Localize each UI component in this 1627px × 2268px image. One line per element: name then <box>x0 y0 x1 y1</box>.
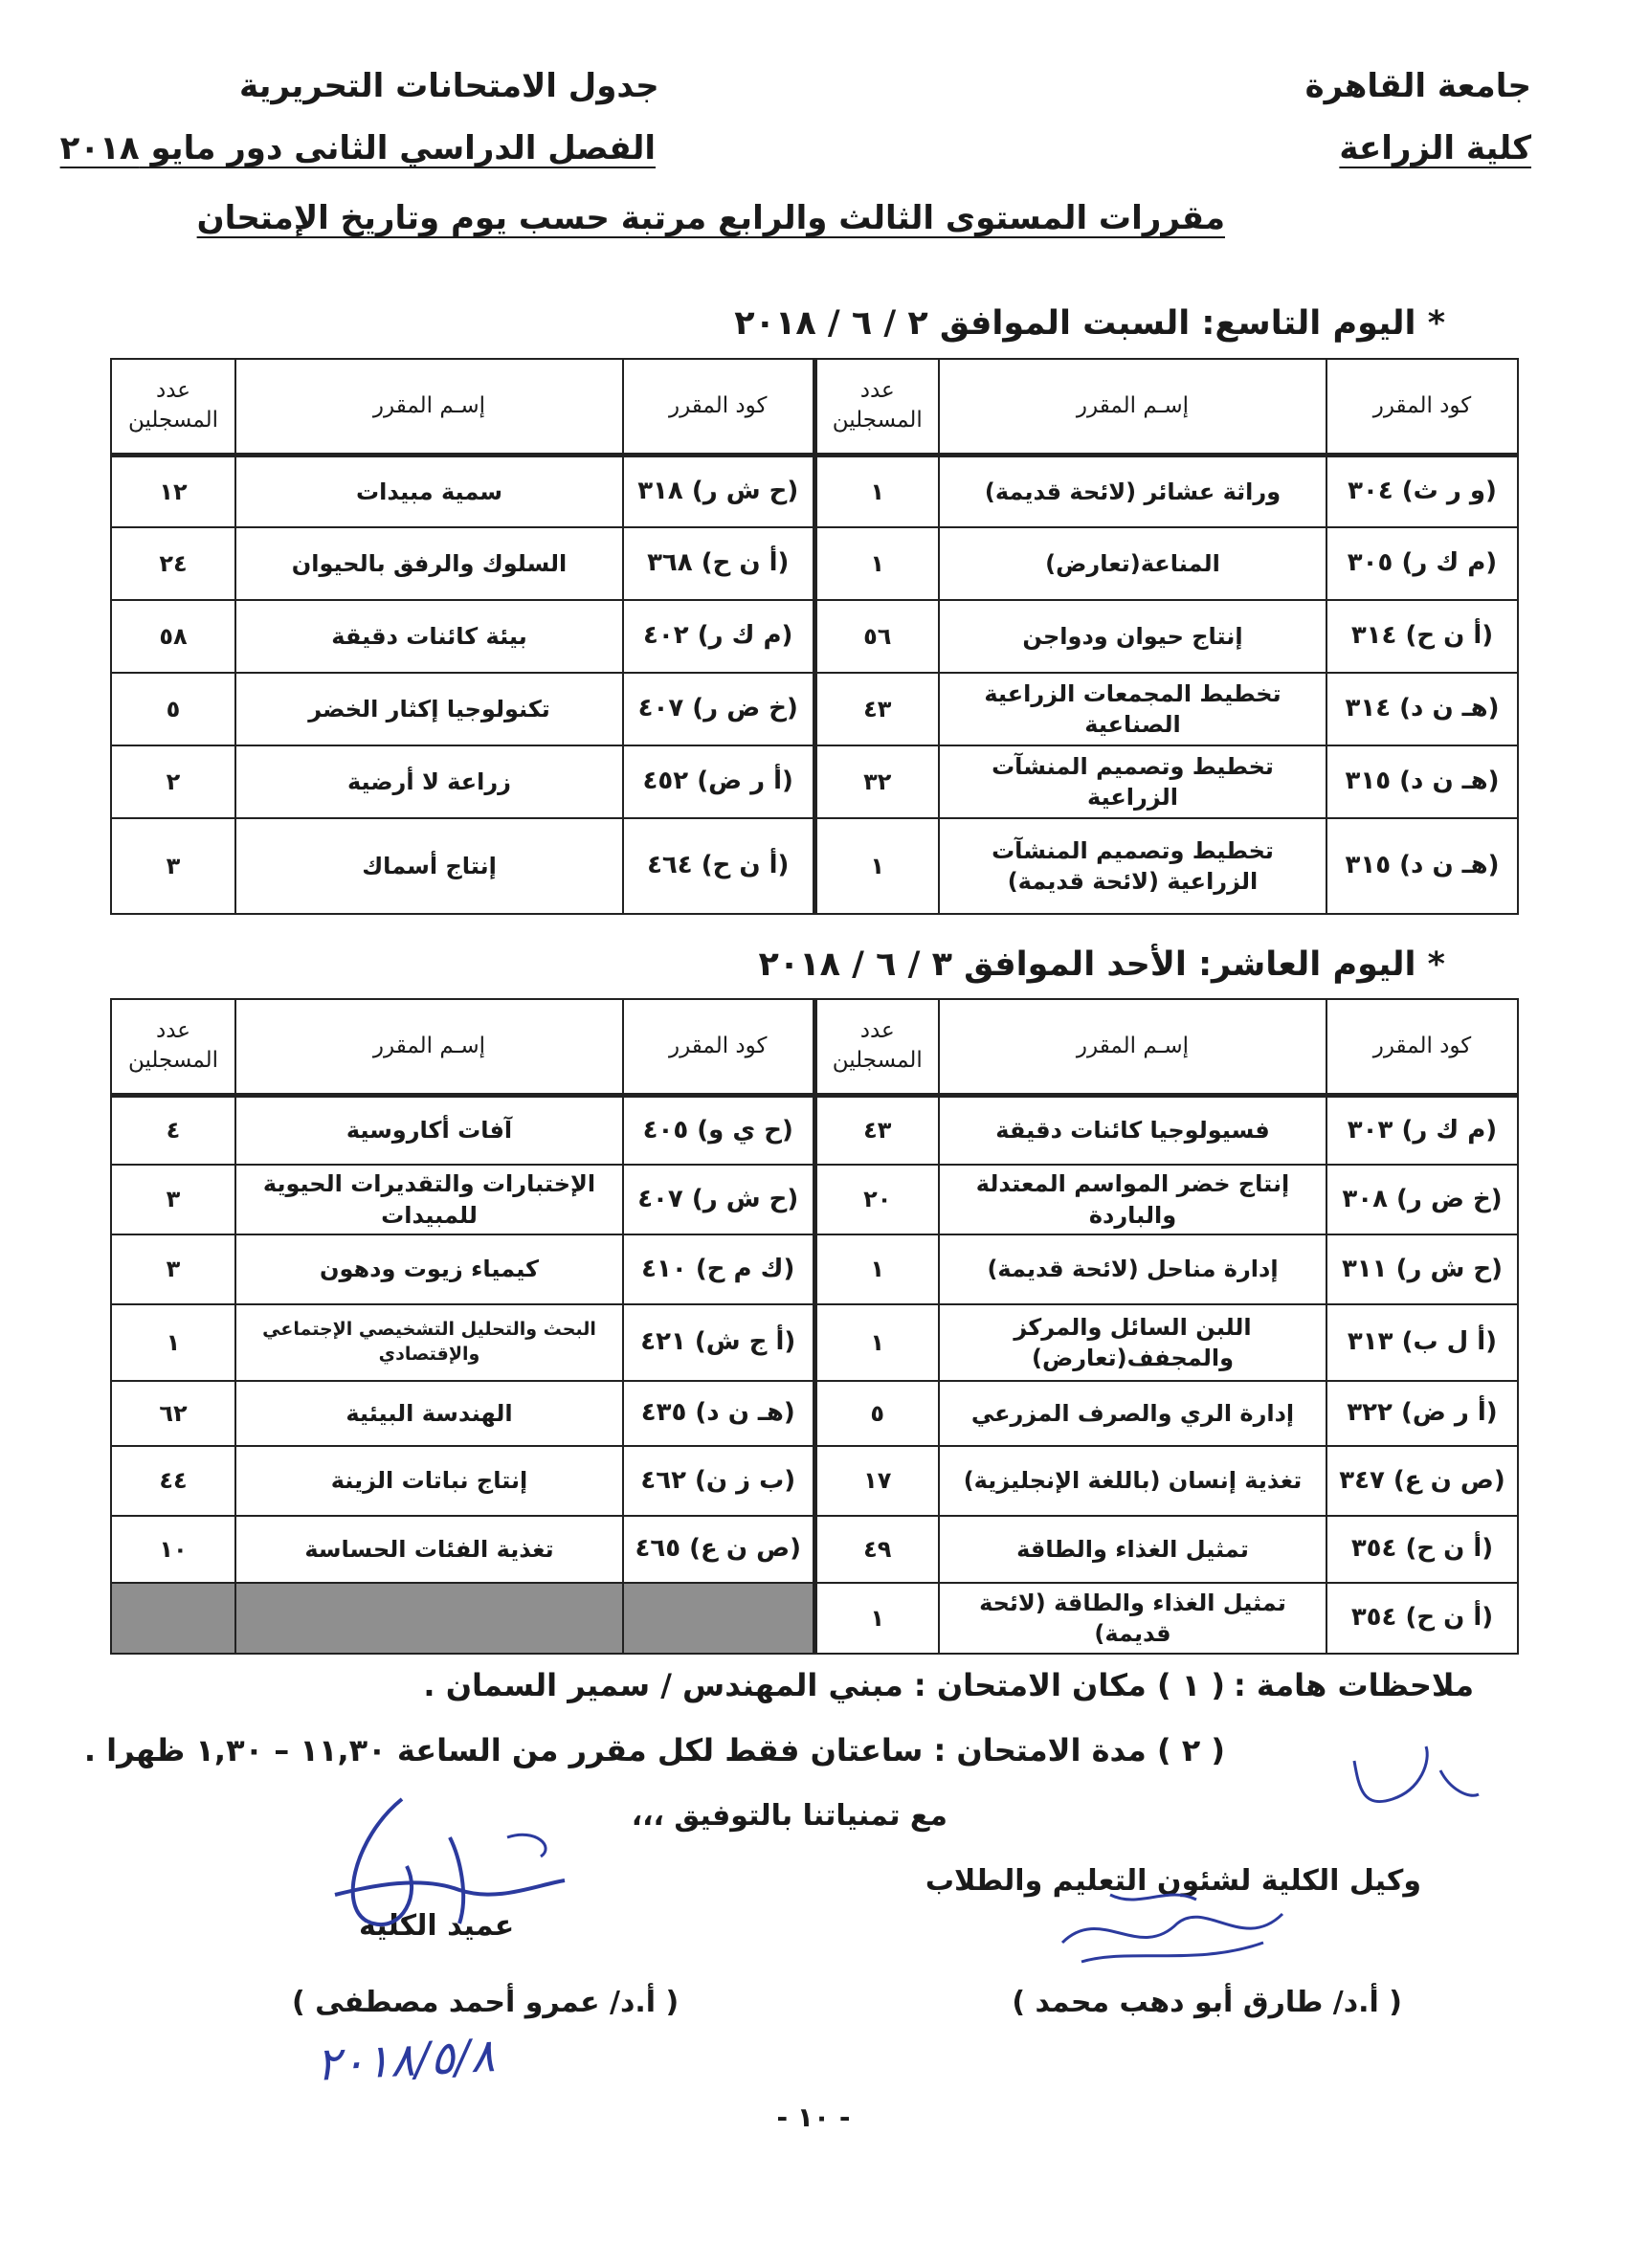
enrolled-count: ١ <box>814 1234 939 1304</box>
vice-dean-signature <box>1053 1876 1302 1981</box>
course-name: تخطيط وتصميم المنشآت الزراعية (لائحة قديمة) <box>939 818 1326 914</box>
enrolled-count: ٤ <box>111 1095 235 1165</box>
course-name: تكنولوجيا إكثار الخضر <box>235 673 623 745</box>
course-name: تمثيل الغذاء والطاقة (لائحة قديمة) <box>939 1583 1326 1654</box>
enrolled-count: ٣ <box>111 818 235 914</box>
course-code: (أ ن ح) ٣٦٨ <box>623 527 814 600</box>
enrolled-count: ٥٨ <box>111 600 235 673</box>
empty-cell <box>623 1583 814 1654</box>
course-code: (ك م ح) ٤١٠ <box>623 1234 814 1304</box>
course-name: فسيولوجيا كائنات دقيقة <box>939 1095 1326 1165</box>
faculty-name: كلية الزراعة <box>1339 129 1531 167</box>
course-name: إنتاج أسماك <box>235 818 623 914</box>
col-header-code: كود المقرر <box>623 999 814 1095</box>
closing-note: مع تمنياتنا بالتوفيق ،،، <box>631 1799 947 1833</box>
handwritten-date: ٢٠١٨/٥/٨ <box>314 2029 497 2092</box>
schedule-table <box>110 998 1519 1655</box>
course-name: تخطيط وتصميم المنشآت الزراعية <box>939 745 1326 818</box>
schedule-table <box>110 358 1519 915</box>
note-duration: ( ٢ ) مدة الامتحان : ساعتان فقط لكل مقرر من الساعة ١١,٣٠ – ١,٣٠ ظهرا . <box>83 1732 1225 1768</box>
university-name: جامعة القاهرة <box>1304 67 1531 105</box>
enrolled-count: ٥ <box>111 673 235 745</box>
enrolled-count: ١ <box>111 1304 235 1381</box>
col-header-count: عدد المسجلين <box>111 359 235 455</box>
course-code: (أ ر ض) ٣٢٢ <box>1326 1381 1518 1446</box>
course-code: (م ك ر) ٤٠٢ <box>623 600 814 673</box>
enrolled-count: ٤٩ <box>814 1516 939 1583</box>
table-row <box>111 818 1518 914</box>
enrolled-count: ١٠ <box>111 1516 235 1583</box>
course-code: (هـ ن د) ٣١٤ <box>1326 673 1518 745</box>
enrolled-count: ٣ <box>111 1234 235 1304</box>
course-code: (أ ن ح) ٣١٤ <box>1326 600 1518 673</box>
course-name: كيمياء زيوت ودهون <box>235 1234 623 1304</box>
enrolled-count: ٤٤ <box>111 1446 235 1516</box>
col-header-name: إسـم المقرر <box>939 359 1326 455</box>
course-code: (ح ش ر) ٣١٨ <box>623 455 814 527</box>
day-title: * اليوم التاسع: السبت الموافق ٢ / ٦ / ٢٠١٨ <box>734 304 1445 343</box>
table-row <box>111 745 1518 818</box>
course-code: (ح ش ر) ٤٠٧ <box>623 1165 814 1234</box>
course-code: (خ ض ر) ٣٠٨ <box>1326 1165 1518 1234</box>
col-header-code: كود المقرر <box>1326 999 1518 1095</box>
enrolled-count: ٣٢ <box>814 745 939 818</box>
course-code: (خ ض ر) ٤٠٧ <box>623 673 814 745</box>
dean-name: ( أ.د/ عمرو أحمد مصطفى ) <box>292 1986 680 2019</box>
table-row <box>111 527 1518 600</box>
table-row <box>111 673 1518 745</box>
table-row <box>111 1304 1518 1381</box>
enrolled-count: ١ <box>814 455 939 527</box>
initials-signature <box>1335 1742 1488 1828</box>
course-name: آفات أكاروسية <box>235 1095 623 1165</box>
vice-dean-title: وكيل الكلية لشئون التعليم والطلاب <box>925 1864 1421 1898</box>
course-code: (هـ ن د) ٤٣٥ <box>623 1381 814 1446</box>
enrolled-count: ١ <box>814 818 939 914</box>
enrolled-count: ٣ <box>111 1165 235 1234</box>
table-row <box>111 1446 1518 1516</box>
course-code: (هـ ن د) ٣١٥ <box>1326 818 1518 914</box>
enrolled-count: ٢٠ <box>814 1165 939 1234</box>
table-row <box>111 1095 1518 1165</box>
semester-title: الفصل الدراسي الثانى دور مايو ٢٠١٨ <box>59 129 656 167</box>
col-header-code: كود المقرر <box>1326 359 1518 455</box>
course-code: (هـ ن د) ٣١٥ <box>1326 745 1518 818</box>
course-name: زراعة لا أرضية <box>235 745 623 818</box>
course-name: تغذية الفئات الحساسة <box>235 1516 623 1583</box>
course-code: (أ ن ح) ٤٦٤ <box>623 818 814 914</box>
course-code: (م ك ر) ٣٠٣ <box>1326 1095 1518 1165</box>
table-row <box>111 600 1518 673</box>
course-code: (م ك ر) ٣٠٥ <box>1326 527 1518 600</box>
enrolled-count: ٢ <box>111 745 235 818</box>
enrolled-count: ٦٢ <box>111 1381 235 1446</box>
course-name: الهندسة البيئية <box>235 1381 623 1446</box>
dean-signature <box>316 1780 603 1971</box>
course-code: (ص ن ع) ٣٤٧ <box>1326 1446 1518 1516</box>
course-name: بيئة كائنات دقيقة <box>235 600 623 673</box>
course-name: إنتاج نباتات الزينة <box>235 1446 623 1516</box>
table-row <box>111 1516 1518 1583</box>
course-code: (أ ل ب) ٣١٣ <box>1326 1304 1518 1381</box>
enrolled-count: ٤٣ <box>814 673 939 745</box>
col-header-count: عدد المسجلين <box>111 999 235 1095</box>
col-header-name: إسـم المقرر <box>939 999 1326 1095</box>
course-code: (ب ز ن) ٤٦٢ <box>623 1446 814 1516</box>
enrolled-count: ١ <box>814 527 939 600</box>
course-name: السلوك والرفق بالحيوان <box>235 527 623 600</box>
course-name: تخطيط المجمعات الزراعية الصناعية <box>939 673 1326 745</box>
table-row <box>111 1583 1518 1654</box>
course-name: المناعة(تعارض) <box>939 527 1326 600</box>
course-code: (ص ن ع) ٤٦٥ <box>623 1516 814 1583</box>
course-name: إنتاج خضر المواسم المعتدلة والباردة <box>939 1165 1326 1234</box>
enrolled-count: ٥ <box>814 1381 939 1446</box>
course-code: (أ ج ش) ٤٢١ <box>623 1304 814 1381</box>
course-name: تمثيل الغذاء والطاقة <box>939 1516 1326 1583</box>
schedule-title: جدول الامتحانات التحريرية <box>239 67 659 105</box>
col-header-name: إسـم المقرر <box>235 359 623 455</box>
course-name: إدارة مناحل (لائحة قديمة) <box>939 1234 1326 1304</box>
enrolled-count: ١٧ <box>814 1446 939 1516</box>
page-subtitle: مقررات المستوى الثالث والرابع مرتبة حسب يوم وتاريخ الإمتحان <box>196 199 1225 237</box>
course-code: (أ ر ض) ٤٥٢ <box>623 745 814 818</box>
course-name: إنتاج حيوان ودواجن <box>939 600 1326 673</box>
table-row <box>111 455 1518 527</box>
course-name: اللبن السائل والمركز والمجفف(تعارض) <box>939 1304 1326 1381</box>
enrolled-count: ١٢ <box>111 455 235 527</box>
enrolled-count: ١ <box>814 1583 939 1654</box>
course-code: (ح ي و) ٤٠٥ <box>623 1095 814 1165</box>
course-name: البحث والتحليل التشخيصي الإجتماعي والإقتصادي <box>235 1304 623 1381</box>
course-name: إدارة الري والصرف المزرعي <box>939 1381 1326 1446</box>
table-row <box>111 1234 1518 1304</box>
col-header-code: كود المقرر <box>623 359 814 455</box>
course-code: (و ر ث) ٣٠٤ <box>1326 455 1518 527</box>
table-row <box>111 1381 1518 1446</box>
table-row <box>111 1165 1518 1234</box>
enrolled-count: ٥٦ <box>814 600 939 673</box>
course-code: (أ ن ح) ٣٥٤ <box>1326 1516 1518 1583</box>
course-code: (أ ن ح) ٣٥٤ <box>1326 1583 1518 1654</box>
col-header-count: عدد المسجلين <box>814 359 939 455</box>
notes-label: ملاحظات هامة : <box>1233 1667 1474 1703</box>
day-title: * اليوم العاشر: الأحد الموافق ٣ / ٦ / ٢٠١٨ <box>758 945 1445 984</box>
vice-dean-name: ( أ.د/ طارق أبو دهب محمد ) <box>1012 1986 1402 2019</box>
dean-title: عميد الكلية <box>359 1909 515 1943</box>
enrolled-count: ١ <box>814 1304 939 1381</box>
course-code: (ح ش ر) ٣١١ <box>1326 1234 1518 1304</box>
empty-cell <box>111 1583 235 1654</box>
enrolled-count: ٢٤ <box>111 527 235 600</box>
course-name: سمية مبيدات <box>235 455 623 527</box>
note-location: ( ١ ) مكان الامتحان : مبني المهندس / سمير السمان . <box>423 1667 1225 1703</box>
enrolled-count: ٤٣ <box>814 1095 939 1165</box>
col-header-count: عدد المسجلين <box>814 999 939 1095</box>
col-header-name: إسـم المقرر <box>235 999 623 1095</box>
page-number: - ١٠ - <box>776 2101 851 2133</box>
course-name: تغذية إنسان (باللغة الإنجليزية) <box>939 1446 1326 1516</box>
empty-cell <box>235 1583 623 1654</box>
course-name: وراثة عشائر (لائحة قديمة) <box>939 455 1326 527</box>
course-name: الإختبارات والتقديرات الحيوية للمبيدات <box>235 1165 623 1234</box>
